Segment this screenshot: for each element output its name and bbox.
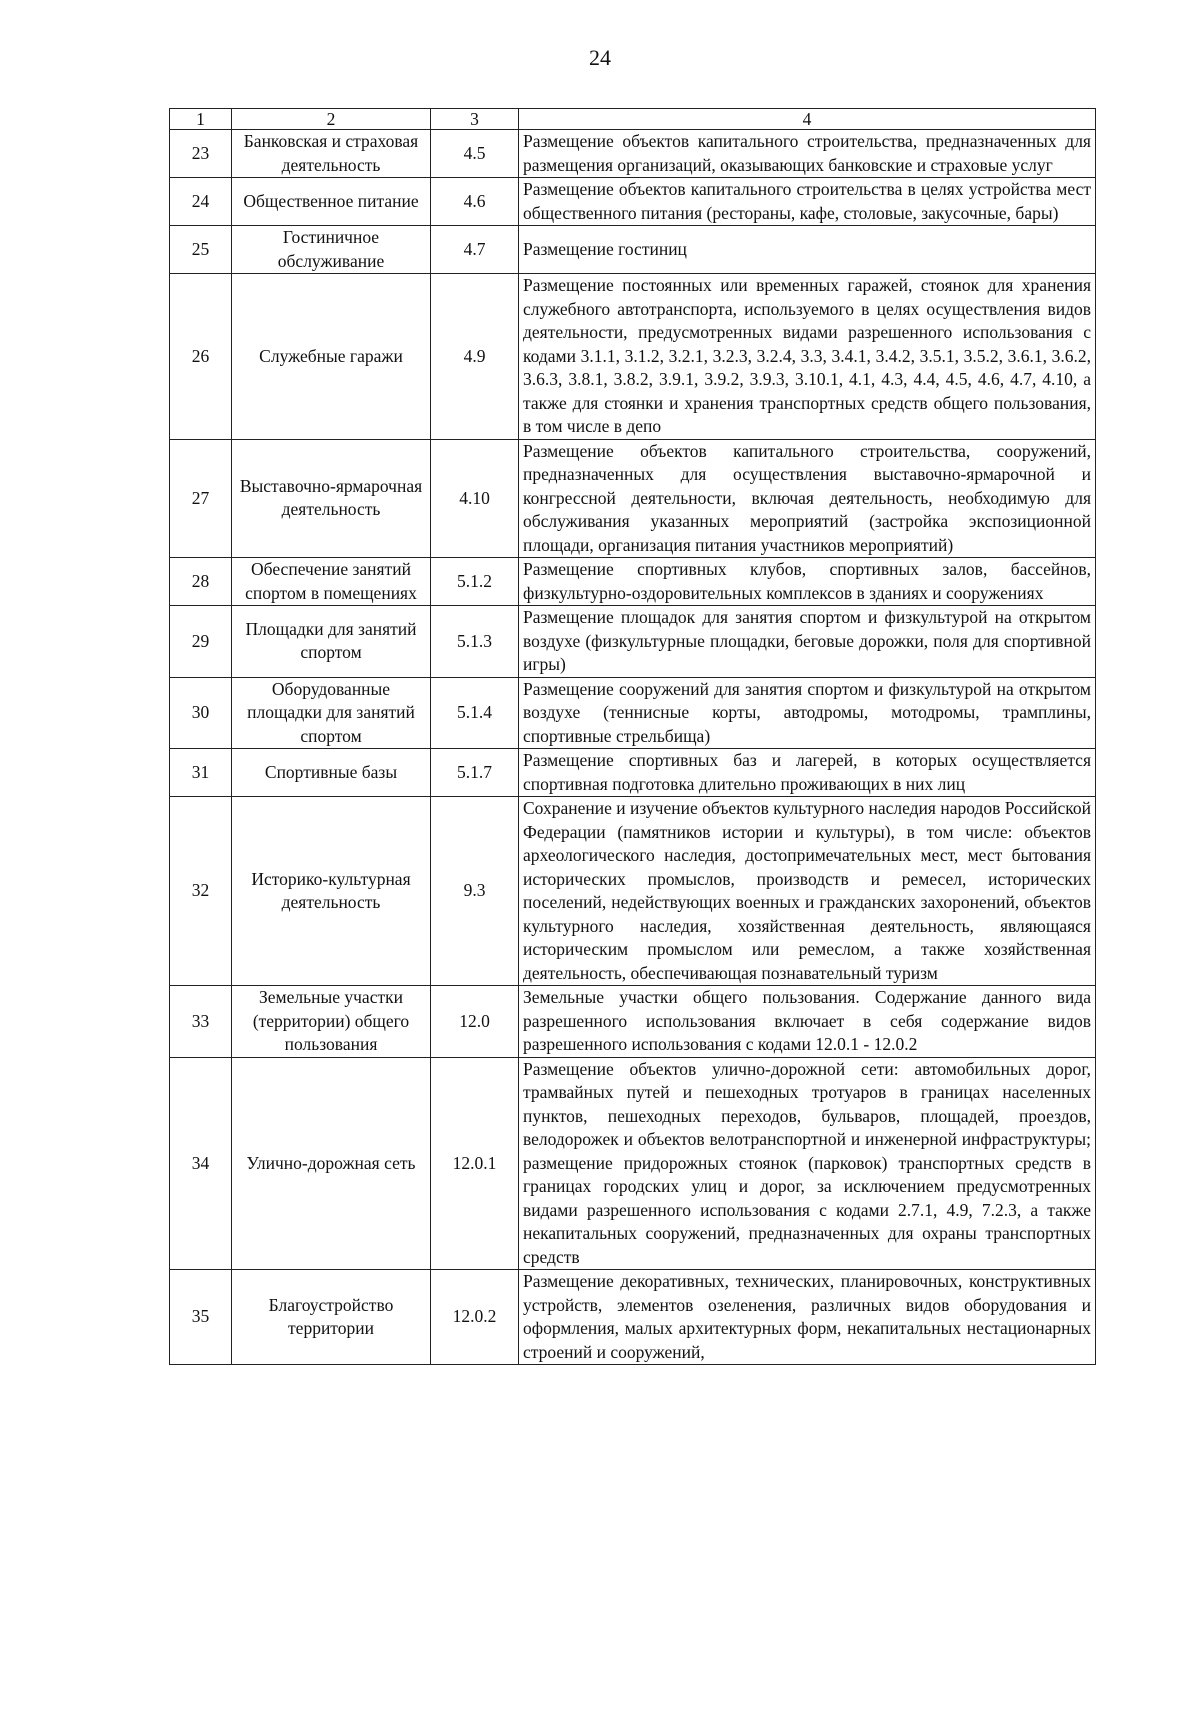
table-row <box>170 130 1096 178</box>
use-type-description: Размещение постоянных или временных гаражей, стоянок для хранения служебного автотранспорта, используемого в целях осуществления видов деятельности, предусмотренных видами разрешенного использования с кодами 3.1.1, 3.1.2, 3.2.1, 3.2.3, 3.2.4, 3.3, 3.4.1, 3.4.2, 3.5.1, 3.5.2, 3.6.1, 3.6.2, 3.6.3, 3.8.1, 3.8.2, 3.9.1, 3.9.2, 3.9.3, 3.10.1, 4.1, 4.3, 4.4, 4.5, 4.6, 4.7, 4.10, а также для стоянки и хранения транспортных средств общего пользования, в том числе в депо <box>519 274 1096 440</box>
use-type-code: 12.0.1 <box>431 1057 519 1270</box>
page-number: 24 <box>589 45 611 70</box>
use-type-description: Размещение спортивных баз и лагерей, в которых осуществляется спортивная подготовка длительно проживающих в них лиц <box>519 749 1096 797</box>
use-type-code: 5.1.2 <box>431 558 519 606</box>
use-type-name: Земельные участки (территории) общего пользования <box>232 986 431 1058</box>
use-type-code: 5.1.4 <box>431 677 519 749</box>
use-type-name: Выставочно-ярмарочная деятельность <box>232 439 431 558</box>
use-type-description: Размещение сооружений для занятия спортом и физкультурой на открытом воздухе (теннисные корты, автодромы, мотодромы, трамплины, спортивные стрельбища) <box>519 677 1096 749</box>
header-col-1: 1 <box>170 109 232 130</box>
row-number: 32 <box>170 797 232 986</box>
use-type-name: Историко-культурная деятельность <box>232 797 431 986</box>
header-row <box>170 109 1096 130</box>
use-type-name: Оборудованные площадки для занятий спортом <box>232 677 431 749</box>
use-type-description: Размещение объектов капитального строительства в целях устройства мест общественного питания (рестораны, кафе, столовые, закусочные, бары) <box>519 178 1096 226</box>
table-row <box>170 274 1096 440</box>
use-type-code: 9.3 <box>431 797 519 986</box>
row-number: 27 <box>170 439 232 558</box>
use-type-name: Общественное питание <box>232 178 431 226</box>
row-number: 29 <box>170 606 232 678</box>
table-row <box>170 606 1096 678</box>
use-type-description: Размещение площадок для занятия спортом и физкультурой на открытом воздухе (физкультурные площадки, беговые дорожки, поля для спортивной игры) <box>519 606 1096 678</box>
use-type-name: Благоустройство территории <box>232 1270 431 1365</box>
use-type-code: 4.9 <box>431 274 519 440</box>
table-row <box>170 178 1096 226</box>
use-type-code: 12.0 <box>431 986 519 1058</box>
use-type-code: 4.7 <box>431 226 519 274</box>
header-col-3: 3 <box>431 109 519 130</box>
use-type-name: Банковская и страховая деятельность <box>232 130 431 178</box>
table-row <box>170 1270 1096 1365</box>
table-row <box>170 226 1096 274</box>
use-type-description: Размещение спортивных клубов, спортивных залов, бассейнов, физкультурно-оздоровительных комплексов в зданиях и сооружениях <box>519 558 1096 606</box>
table-row <box>170 439 1096 558</box>
use-type-code: 4.10 <box>431 439 519 558</box>
use-type-description: Размещение декоративных, технических, планировочных, конструктивных устройств, элементов озеленения, различных видов оборудования и оформления, малых архитектурных форм, некапитальных нестационарных строений и сооружений, <box>519 1270 1096 1365</box>
table-row <box>170 797 1096 986</box>
row-number: 35 <box>170 1270 232 1365</box>
use-type-description: Размещение гостиниц <box>519 226 1096 274</box>
use-type-name: Улично-дорожная сеть <box>232 1057 431 1270</box>
header-col-4: 4 <box>519 109 1096 130</box>
land-use-table <box>169 108 1096 1365</box>
row-number: 31 <box>170 749 232 797</box>
table-row <box>170 677 1096 749</box>
table-row <box>170 749 1096 797</box>
use-type-name: Площадки для занятий спортом <box>232 606 431 678</box>
use-type-description: Сохранение и изучение объектов культурного наследия народов Российской Федерации (памятников истории и культуры), в том числе: объектов археологического наследия, достопримечательных мест, мест бытования исторических промыслов, производств и ремесел, исторических поселений, недействующих военных и гражданских захоронений, объектов культурного наследия, хозяйственная деятельность, являющаяся историческим промыслом или ремеслом, а также хозяйственная деятельность, обеспечивающая познавательный туризм <box>519 797 1096 986</box>
use-type-description: Земельные участки общего пользования. Содержание данного вида разрешенного использования включает в себя содержание видов разрешенного использования с кодами 12.0.1 - 12.0.2 <box>519 986 1096 1058</box>
row-number: 33 <box>170 986 232 1058</box>
table-row <box>170 1057 1096 1270</box>
use-type-description: Размещение объектов улично-дорожной сети: автомобильных дорог, трамвайных путей и пешеходных тротуаров в границах населенных пунктов, пешеходных переходов, бульваров, площадей, проездов, велодорожек и объектов велотранспортной и инженерной инфраструктуры; размещение придорожных стоянок (парковок) транспортных средств в границах городских улиц и дорог, за исключением предусмотренных видами разрешенного использования с кодами 2.7.1, 4.9, 7.2.3, а также некапитальных сооружений, предназначенных для охраны транспортных средств <box>519 1057 1096 1270</box>
use-type-code: 5.1.3 <box>431 606 519 678</box>
row-number: 26 <box>170 274 232 440</box>
use-type-name: Служебные гаражи <box>232 274 431 440</box>
use-type-name: Спортивные базы <box>232 749 431 797</box>
use-type-code: 12.0.2 <box>431 1270 519 1365</box>
table-body <box>170 130 1096 1365</box>
use-type-code: 5.1.7 <box>431 749 519 797</box>
header-col-2: 2 <box>232 109 431 130</box>
row-number: 24 <box>170 178 232 226</box>
use-type-name: Обеспечение занятий спортом в помещениях <box>232 558 431 606</box>
row-number: 25 <box>170 226 232 274</box>
use-type-description: Размещение объектов капитального строительства, сооружений, предназначенных для осуществления выставочно-ярмарочной и конгрессной деятельности, включая деятельность, необходимую для обслуживания указанных мероприятий (застройка экспозиционной площади, организация питания участников мероприятий) <box>519 439 1096 558</box>
use-type-description: Размещение объектов капитального строительства, предназначенных для размещения организаций, оказывающих банковские и страховые услуг <box>519 130 1096 178</box>
row-number: 28 <box>170 558 232 606</box>
use-type-code: 4.5 <box>431 130 519 178</box>
row-number: 30 <box>170 677 232 749</box>
table-row <box>170 986 1096 1058</box>
use-type-name: Гостиничное обслуживание <box>232 226 431 274</box>
table-row <box>170 558 1096 606</box>
row-number: 34 <box>170 1057 232 1270</box>
row-number: 23 <box>170 130 232 178</box>
table-header <box>170 109 1096 130</box>
use-type-code: 4.6 <box>431 178 519 226</box>
